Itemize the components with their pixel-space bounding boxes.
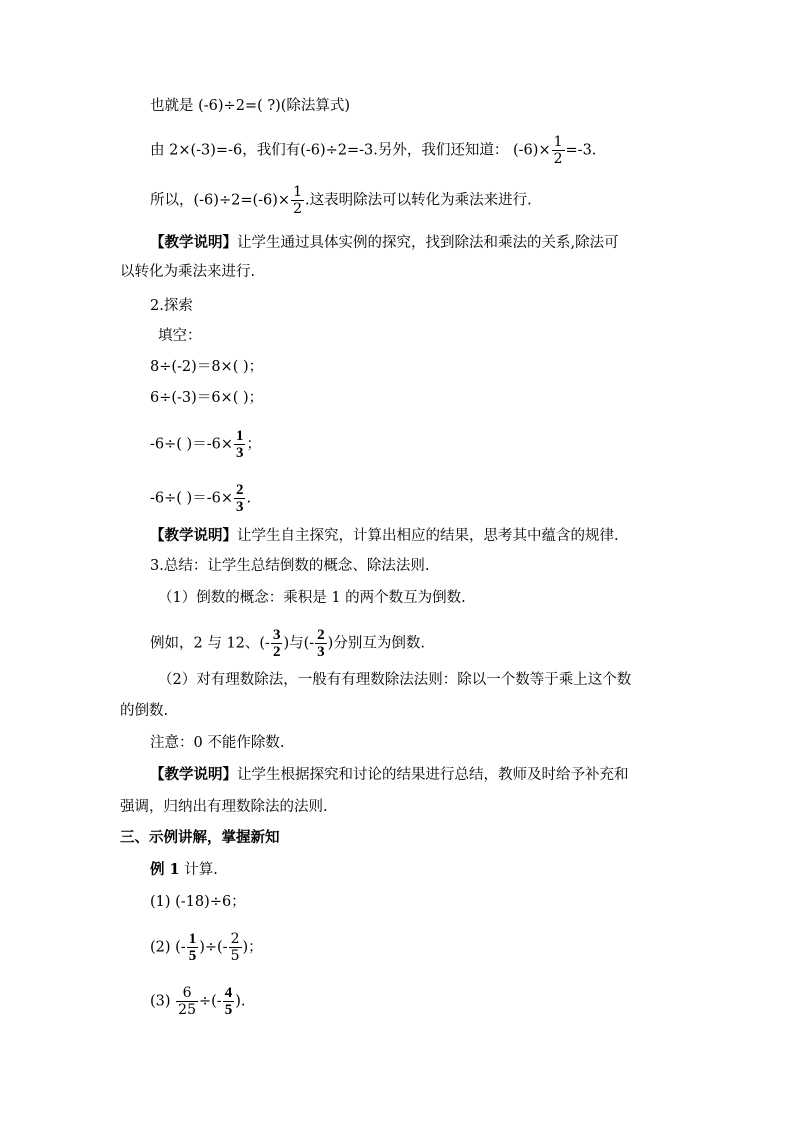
division-rule: （2）对有理数除法，一般有有理数除法法则：除以一个数等于乘上这个数 — [158, 672, 632, 688]
teaching-note-1: 【教学说明】让学生通过具体实例的探究，找到除法和乘法的关系,除法可 — [150, 234, 619, 251]
teaching-note-2: 【教学说明】让学生自主探究，计算出相应的结果，思考其中蕴含的规律. — [150, 527, 619, 544]
line-conclusion: 所以，(-6)÷2=(-6)× $\frac{1}{2}$ .这表明除法可以转化为乘法来进行. — [150, 184, 532, 217]
fill-blank-heading: 填空： — [158, 328, 202, 344]
division-rule-cont: 的倒数. — [120, 703, 169, 719]
example-1-heading: 例 1 计算. — [150, 861, 218, 878]
exercise-line: -6÷( )＝-6× $\frac{1}{3}$ ； — [150, 428, 261, 461]
teaching-note-3-cont: 强调，归纳出有理数除法的法则. — [120, 799, 328, 815]
fraction-six-twentyfifths: $\frac{6}{25}$ — [178, 985, 196, 1018]
fraction-one-half: $\frac{1}{2}$ — [293, 184, 302, 217]
reciprocal-definition: （1）倒数的概念：乘积是 1 的两个数互为倒数. — [158, 590, 466, 606]
example-item-1: (1) (-18)÷6； — [150, 894, 246, 910]
exercise-line: 6÷(-3)＝6×( )； — [150, 390, 264, 406]
fraction-two-fifths: $\frac{2}{5}$ — [230, 931, 240, 964]
fraction-one-half: $\frac{1}{2}$ — [553, 134, 563, 167]
exercise-line: 8÷(-2)＝8×( )； — [150, 359, 264, 375]
section-summary: 3.总结：让学生总结倒数的概念、除法法则. — [150, 558, 430, 574]
fraction-three-halves: $\frac{3}{2}$ — [272, 627, 281, 660]
fraction-one-fifth: $\frac{1}{5}$ — [188, 931, 197, 964]
section-explore: 2.探索 — [150, 298, 193, 314]
fraction-two-thirds: $\frac{2}{3}$ — [235, 482, 244, 515]
teaching-note-1-cont: 以转化为乘法来进行. — [120, 264, 256, 280]
line-division-expression: 也就是 (-6)÷2=( ?)(除法算式) — [150, 98, 351, 114]
example-item-2: (2) (- $\frac{1}{5}$ )÷(- $\frac{2}{5}$ )； — [150, 931, 263, 964]
note-zero-divisor: 注意：0 不能作除数. — [150, 735, 285, 751]
example-item-3: (3) $\frac{6}{25}$ ÷(- $\frac{4}{5}$ ). — [150, 985, 246, 1018]
fraction-four-fifths: $\frac{4}{5}$ — [224, 985, 233, 1018]
line-multiplication-check: 由 2×(-3)=-6，我们有(-6)÷2=-3.另外，我们还知道： (-6)× $\frac{1}{2}$ =-3. — [150, 134, 597, 167]
fraction-one-third: $\frac{1}{3}$ — [235, 428, 244, 461]
fraction-two-thirds: $\frac{2}{3}$ — [317, 627, 325, 660]
section-heading-examples: 三、示例讲解，掌握新知 — [120, 829, 280, 846]
reciprocal-example: 例如，2 与 12、(- $\frac{3}{2}$ )与(- $\frac{2}{3}$ )分别互为倒数. — [150, 627, 425, 660]
exercise-line: -6÷( )＝-6× $\frac{2}{3}$ . — [150, 482, 252, 515]
teaching-note-3: 【教学说明】让学生根据探究和讨论的结果进行总结，教师及时给予补充和 — [150, 766, 629, 783]
